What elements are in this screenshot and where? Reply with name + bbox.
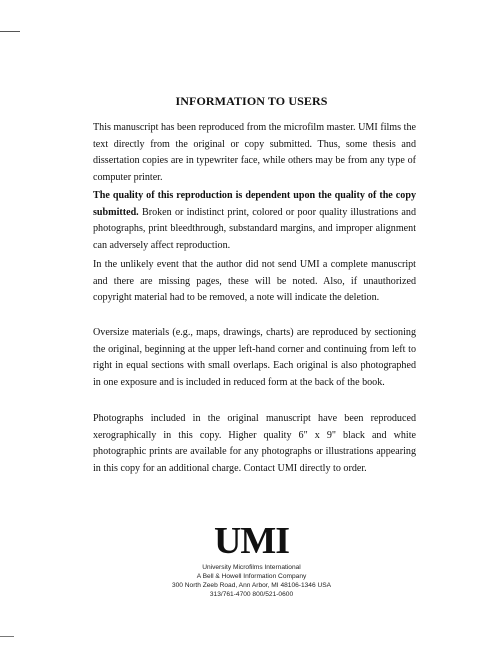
- paragraph-photographs-notice: [93, 411, 416, 477]
- umi-logo: UMI: [213, 520, 290, 562]
- publisher-phone: 313/761-4700 800/521-0600: [209, 591, 294, 598]
- publisher-address: 300 North Zeeb Road, Ann Arbor, MI 48106-1346 USA: [171, 582, 332, 589]
- scan-edge-mark: [0, 31, 20, 32]
- publisher-company: A Bell & Howell Information Company: [196, 573, 307, 580]
- page-title: INFORMATION TO USERS: [175, 94, 328, 108]
- paragraph-text: Photographs included in the original manuscript have been reproduced xerographically in this copy. Higher quality 6" x 9" black and white photographic prints are available for any photographs or illustrations appearing in this copy for an additional charge. Contact UMI directly to order.: [93, 413, 416, 474]
- paragraph-text: This manuscript has been reproduced from the microfilm master. UMI films the text directly from the original or copy submitted. Thus, some thesis and dissertation copies are in typewriter face, while others may be from any type of computer printer.: [93, 122, 416, 183]
- paragraph-microfilm-notice: [93, 120, 416, 186]
- paragraph-bold-lead: The quality of this reproduction is dependent upon the quality of the copy submitted.: [93, 190, 416, 218]
- paragraph-quality-notice: [93, 188, 416, 254]
- paragraph-text: Broken or indistinct print, colored or poor quality illustrations and photographs, print bleedthrough, substandard margins, and improper alignment can adversely affect reproduction.: [93, 206, 416, 251]
- publisher-name: University Microfilms International: [202, 564, 301, 571]
- paragraph-text: In the unlikely event that the author did not send UMI a complete manuscript and there are missing pages, these will be noted. Also, if unauthorized copyright material had to be removed, a note will indicate the deletion.: [93, 259, 416, 303]
- scan-edge-mark: [0, 636, 14, 637]
- paragraph-missing-pages-notice: [93, 257, 416, 307]
- paragraph-text: Oversize materials (e.g., maps, drawings, charts) are reproduced by sectioning the original, beginning at the upper left-hand corner and continuing from left to right in equal sections with small overlaps. Each original is also photographed in one exposure and is included in reduced form at the back of the book.: [93, 327, 416, 388]
- paragraph-oversize-notice: [93, 325, 416, 391]
